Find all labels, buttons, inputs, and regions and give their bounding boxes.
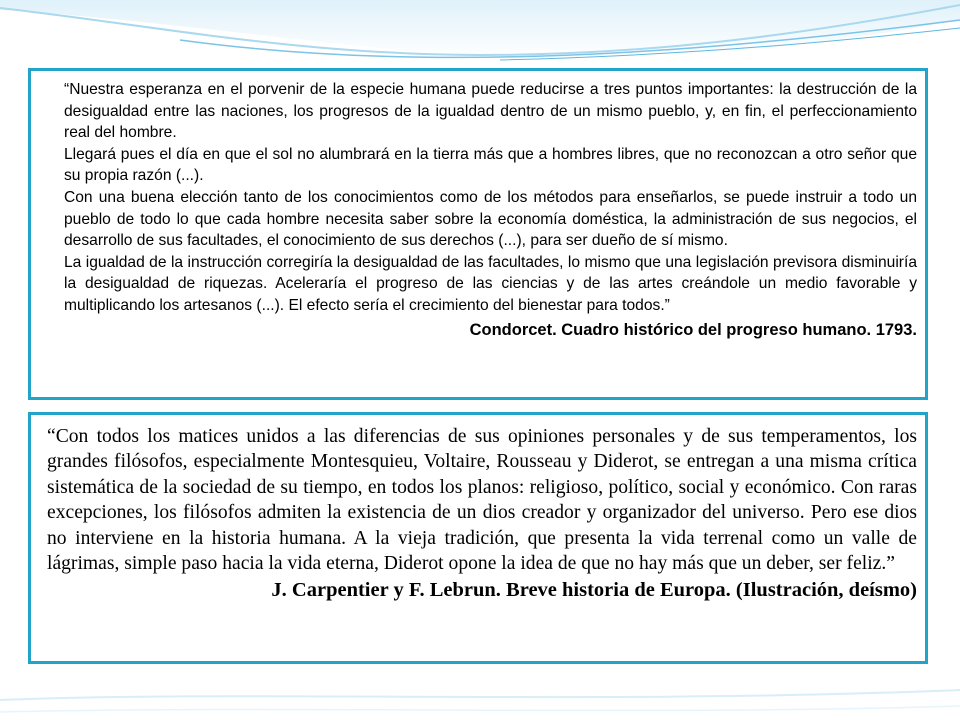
bottom-wave-line-2 (0, 706, 960, 712)
condorcet-citation: Condorcet. Cuadro histórico del progreso humano. 1793. (469, 320, 917, 339)
carpentier-paragraph: “Con todos los matices unidos a las diferencias de sus opiniones personales y de sus temperamentos, los grandes filósofos, especialmente Montesquieu, Voltaire, Rousseau y Diderot, se entregan a una misma crítica sistemática de la sociedad de su tiempo, en todos los planos: religioso, político, social y económico. Con raras excepciones, los filósofos admiten la existencia de un dios creador y organizador del universo. Pero ese dios no interviene en la historia humana. A la vieja tradición, que presenta la vida terrenal como un valle de lágrimas, simple paso hacia la vida eterna, Diderot opone la idea de que no hay más que un deber, ser feliz.” (47, 426, 917, 575)
condorcet-paragraph-2: Llegará pues el día en que el sol no alumbrará en la tierra más que a hombres libres, que no reconozcan a otro señor que su propia razón (...). (64, 145, 917, 185)
condorcet-paragraph-1: “Nuestra esperanza en el porvenir de la especie humana puede reducirse a tres puntos importantes: la destrucción de la desigualdad entre las naciones, los progresos de la igualdad dentro de un mismo pueblo, y, en fin, el perfeccionamiento real del hombre. (64, 81, 917, 142)
bottom-wave-line-1 (0, 690, 960, 700)
condorcet-quote-box (28, 68, 928, 400)
carpentier-quote-box (28, 412, 928, 664)
carpentier-citation: J. Carpentier y F. Lebrun. Breve historia de Europa. (Ilustración, deísmo) (271, 579, 917, 602)
condorcet-paragraph-3: Con una buena elección tanto de los conocimientos como de los métodos para enseñarlos, se puede instruir a todo un pueblo de todo lo que cada hombre necesita saber sobre la economía doméstica, la administración de sus negocios, el desarrollo de sus facultades, el conocimiento de sus derechos (...), para ser dueño de sí mismo. (64, 188, 917, 250)
condorcet-paragraph-4: La igualdad de la instrucción corregiría la desigualdad de las facultades, lo mismo que una legislación previsora disminuiría la desigualdad de riquezas. Aceleraría el progreso de las ciencias y de las artes creándole un medio favorable y multiplicando los artesanos (...). El efecto sería el crecimiento del bienestar para todos.” (64, 253, 917, 314)
